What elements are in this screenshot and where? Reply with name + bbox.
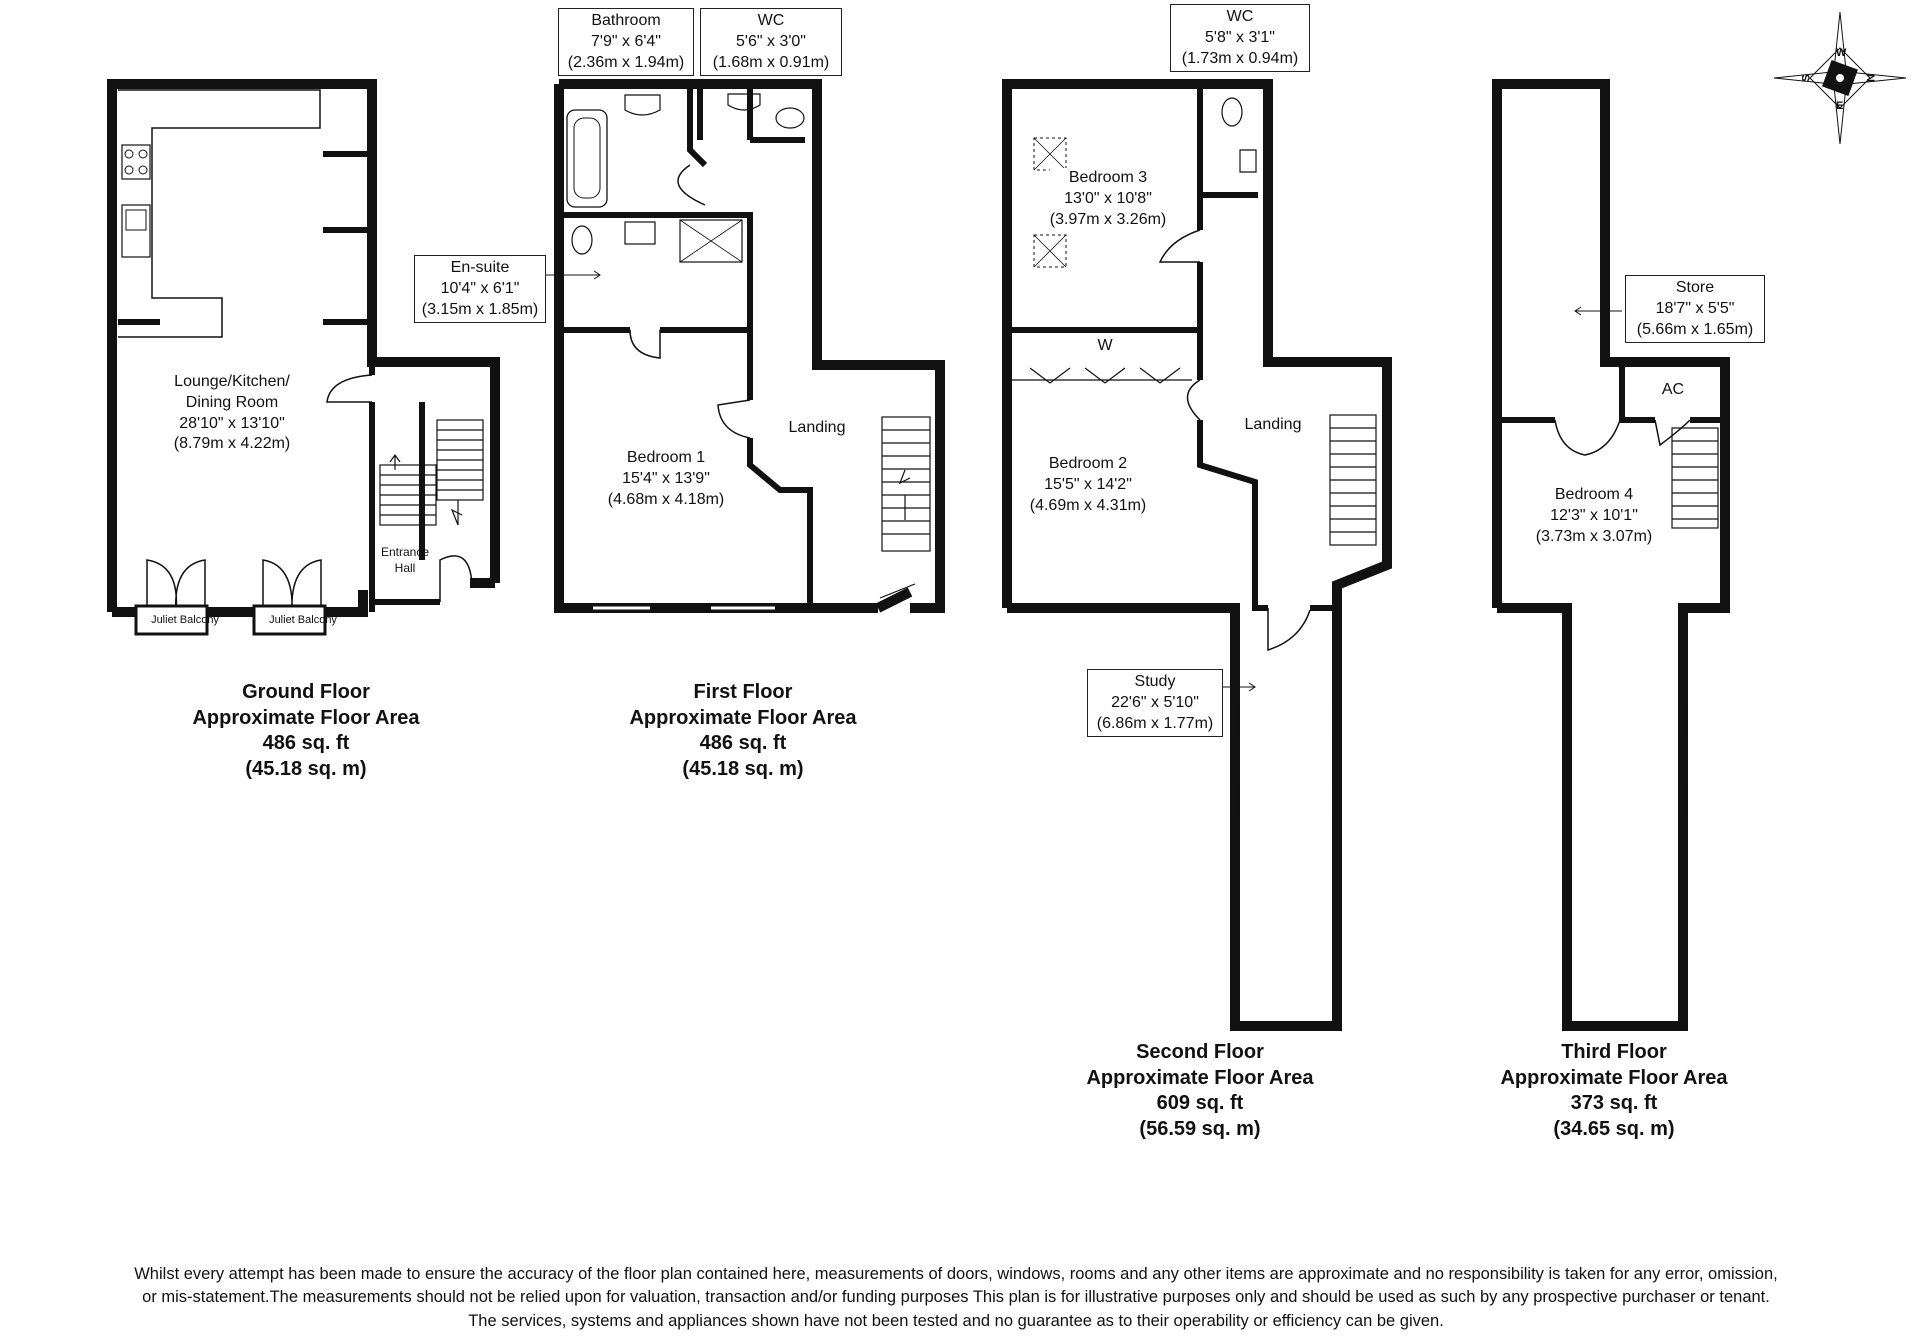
second-floor-wc-label: WC 5'8" x 3'1" (1.73m x 0.94m) — [1170, 4, 1310, 72]
third-floor-plan — [1497, 84, 1725, 1030]
ac-cupboard-label: AC — [1661, 381, 1685, 398]
bedroom-2-label: Bedroom 2 15'5" x 14'2" (4.69m x 4.31m) — [1029, 455, 1147, 514]
ground-floor-outer-wall — [112, 84, 495, 612]
bedroom-3-label: Bedroom 3 13'0" x 10'8" (3.97m x 3.26m) — [1050, 168, 1166, 230]
first-floor-landing-label: Landing — [788, 419, 846, 436]
bedroom-1-label: Bedroom 1 15'4" x 13'9" (4.68m x 4.18m) — [607, 449, 725, 508]
disclaimer-line: Whilst every attempt has been made to ensure the accuracy of the floor plan contained here, measurements of doors, windows, rooms and any other items are approximate and no responsibility is taken for any error, omission, — [134, 1265, 1778, 1283]
compass-south-label: S — [1800, 74, 1813, 82]
third-floor-caption: Third Floor Approximate Floor Area 373 sq. ft (34.65 sq. m) — [1500, 1041, 1728, 1140]
ground-floor-plan — [112, 84, 495, 634]
ensuite-label: En-suite 10'4" x 6'1" (3.15m x 1.85m) — [414, 255, 546, 323]
entrance-hall-label: Entrance Hall — [380, 545, 430, 575]
juliet-balcony-label: Juliet Balcony — [151, 614, 219, 626]
study-label: Study 22'6" x 5'10" (6.86m x 1.77m) — [1087, 669, 1223, 737]
compass-rose-icon — [1774, 12, 1906, 144]
disclaimer-line: The services, systems and appliances shown have not been tested and no guarantee as to their operability or efficiency can be given. — [468, 1311, 1444, 1330]
first-floor-plan — [559, 84, 940, 612]
second-floor-caption: Second Floor Approximate Floor Area 609 sq. ft (56.59 sq. m) — [1086, 1041, 1314, 1140]
second-floor-landing-label: Landing — [1244, 416, 1302, 433]
bathroom-label: Bathroom 7'9" x 6'4" (2.36m x 1.94m) — [558, 8, 694, 76]
compass-north-label: N — [1863, 74, 1876, 82]
first-floor-caption: First Floor Approximate Floor Area 486 sq. ft (45.18 sq. m) — [629, 681, 857, 780]
wardrobe-label: W — [1097, 337, 1113, 354]
third-floor-outer-wall — [1497, 84, 1725, 1026]
first-floor-wc-label: WC 5'6" x 3'0" (1.68m x 0.91m) — [700, 8, 842, 76]
ground-floor-caption: Ground Floor Approximate Floor Area 486 sq. ft (45.18 sq. m) — [192, 681, 420, 780]
compass-east-label: E — [1836, 100, 1844, 112]
store-label: Store 18'7" x 5'5" (5.66m x 1.65m) — [1625, 275, 1765, 343]
compass-west-label: W — [1836, 47, 1847, 59]
disclaimer — [0, 1263, 1912, 1333]
disclaimer-line: or mis-statement.The measurements should not be relied upon for valuation, transaction and/or funding purposes This plan is for illustrative purposes only and should be used as such by any prospective purchaser or tenant. — [142, 1288, 1770, 1307]
juliet-balcony-label: Juliet Balcony — [269, 614, 337, 626]
lounge-label: Lounge/Kitchen/ Dining Room 28'10" x 13'10" (8.79m x 4.22m) — [173, 373, 291, 453]
bedroom-4-label: Bedroom 4 12'3" x 10'1" (3.73m x 3.07m) — [1535, 486, 1653, 545]
